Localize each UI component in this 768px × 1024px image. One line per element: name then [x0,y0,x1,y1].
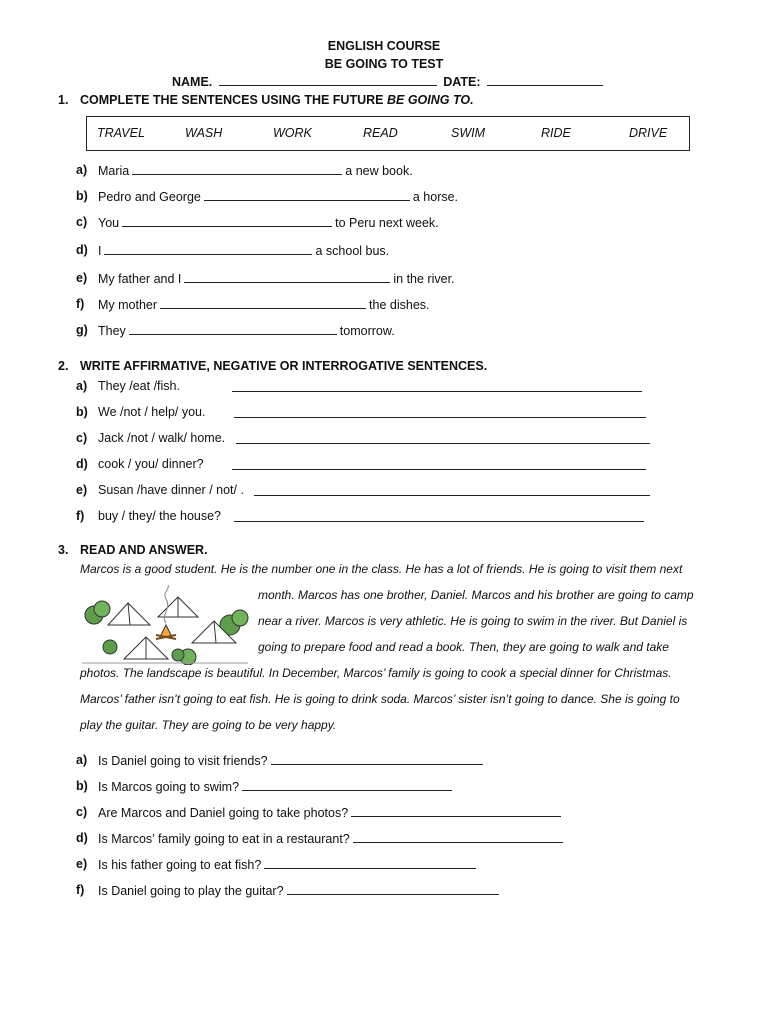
item-prompt: Jack /not / walk/ home. [98,431,226,445]
s3-question-d [76,831,596,847]
story-line: photos. The landscape is beautiful. In December, Marcos’ family is going to cook a special dinner for Christmas. [80,666,672,680]
question-text: Is Marcos’ family going to eat in a restaurant? [98,832,350,846]
section-1-title-italic: BE GOING TO. [386,93,474,107]
s2-item-f [76,509,656,525]
s1-item-g [76,323,476,339]
item-text: to Peru next week. [335,216,439,230]
answer-blank[interactable] [234,510,644,522]
item-text: a horse. [412,190,459,204]
s2-item-c [76,431,656,447]
item-letter: c) [76,805,88,819]
item-letter: b) [76,189,88,203]
story-line: month. Marcos has one brother, Daniel. Marcos and his brother are going to camp [258,588,694,602]
test-title: BE GOING TO TEST [324,57,444,71]
answer-blank[interactable] [129,323,337,335]
s2-item-b [76,405,656,421]
question-text: Is Marcos going to swim? [98,780,240,794]
section-2-heading [58,359,487,373]
answer-blank[interactable] [264,857,476,869]
item-letter: d) [76,831,88,845]
s3-question-c [76,805,596,821]
s1-item-e [76,271,496,287]
s3-question-a [76,753,516,769]
verb-swim: SWIM [451,126,486,140]
item-letter: a) [76,753,88,767]
answer-blank[interactable] [271,753,483,765]
item-letter: a) [76,163,88,177]
story-line: Marcos’ father isn’t going to eat fish. He is going to drink soda. Marcos’ sister isn’t going to dance. She is going to [80,692,680,706]
story-line: near a river. Marcos is very athletic. He is going to swim in the river. But Daniel is [258,614,688,628]
item-letter: e) [76,483,88,497]
verb-wash: WASH [185,126,223,140]
item-letter: c) [76,431,88,445]
s3-question-e [76,857,516,873]
answer-blank[interactable] [236,432,650,444]
answer-blank[interactable] [242,779,452,791]
name-date-row [172,74,606,89]
item-text: tomorrow. [339,324,395,338]
item-letter: c) [76,215,88,229]
s1-item-b [76,189,496,205]
item-letter: e) [76,271,88,285]
section-1-heading [58,93,474,107]
item-letter: f) [76,509,85,523]
camping-illustration [80,585,250,665]
story-line: Marcos is a good student. He is the number one in the class. He has a lot of friends. He is going to visit them next [80,562,683,576]
course-title: ENGLISH COURSE [327,39,441,53]
item-text: Pedro and George [98,190,201,204]
item-prompt: cook / you/ dinner? [98,457,204,471]
s1-item-c [76,215,476,231]
section-1-number: 1. [58,93,69,107]
item-letter: a) [76,379,88,393]
item-text: a new book. [345,164,413,178]
item-text: a school bus. [315,244,390,258]
item-prompt: We /not / help/ you. [98,405,206,419]
item-prompt: buy / they/ the house? [98,509,222,523]
item-letter: e) [76,857,88,871]
verb-ride: RIDE [541,126,571,140]
item-letter: b) [76,405,88,419]
s3-question-f [76,883,536,899]
s2-item-a [76,379,656,395]
item-letter: d) [76,243,88,257]
section-3-heading [58,543,208,557]
s2-item-d [76,457,656,473]
answer-blank[interactable] [232,380,642,392]
item-letter: f) [76,297,85,311]
section-2-title: WRITE AFFIRMATIVE, NEGATIVE OR INTERROGATIVE SENTENCES. [80,359,488,373]
item-text: My father and I [98,272,182,286]
item-prompt: They /eat /fish. [98,379,180,393]
verb-travel: TRAVEL [97,126,145,140]
answer-blank[interactable] [254,484,650,496]
answer-blank[interactable] [104,243,312,255]
answer-blank[interactable] [160,297,366,309]
s2-item-e [76,483,656,499]
item-text: in the river. [393,272,455,286]
story-line: play the guitar. They are going to be very happy. [80,718,337,732]
verb-drive: DRIVE [629,126,668,140]
item-letter: g) [76,323,88,337]
s1-item-a [76,163,476,179]
question-text: Are Marcos and Daniel going to take photos? [98,806,349,820]
verb-read: READ [363,126,398,140]
verb-box [86,116,690,151]
section-1-title: COMPLETE THE SENTENCES USING THE FUTURE [80,93,384,107]
answer-blank[interactable] [287,883,499,895]
name-label: NAME. [172,75,213,89]
item-text: They [98,324,126,338]
question-text: Is Daniel going to visit friends? [98,754,268,768]
section-3-number: 3. [58,543,69,557]
answer-blank[interactable] [234,406,646,418]
answer-blank[interactable] [353,831,563,843]
date-label: DATE: [443,75,481,89]
item-text: I [98,244,102,258]
answer-blank[interactable] [232,458,646,470]
item-prompt: Susan /have dinner / not/ . [98,483,244,497]
date-blank[interactable] [487,74,603,86]
item-text: My mother [98,298,158,312]
question-text: Is Daniel going to play the guitar? [98,884,284,898]
item-letter: d) [76,457,88,471]
item-text: the dishes. [369,298,430,312]
answer-blank[interactable] [204,189,410,201]
section-2-number: 2. [58,359,69,373]
story-line: going to prepare food and read a book. Then, they are going to walk and take [258,640,669,654]
answer-blank[interactable] [351,805,561,817]
item-letter: f) [76,883,85,897]
answer-blank[interactable] [184,271,390,283]
s3-question-b [76,779,496,795]
item-text: Maria [98,164,130,178]
answer-blank[interactable] [122,215,332,227]
answer-blank[interactable] [132,163,342,175]
s1-item-d [76,243,476,259]
verb-work: WORK [273,126,312,140]
question-text: Is his father going to eat fish? [98,858,262,872]
s1-item-f [76,297,476,313]
item-text: You [98,216,120,230]
name-blank[interactable] [219,74,437,86]
item-letter: b) [76,779,88,793]
section-3-title: READ AND ANSWER. [80,543,208,557]
